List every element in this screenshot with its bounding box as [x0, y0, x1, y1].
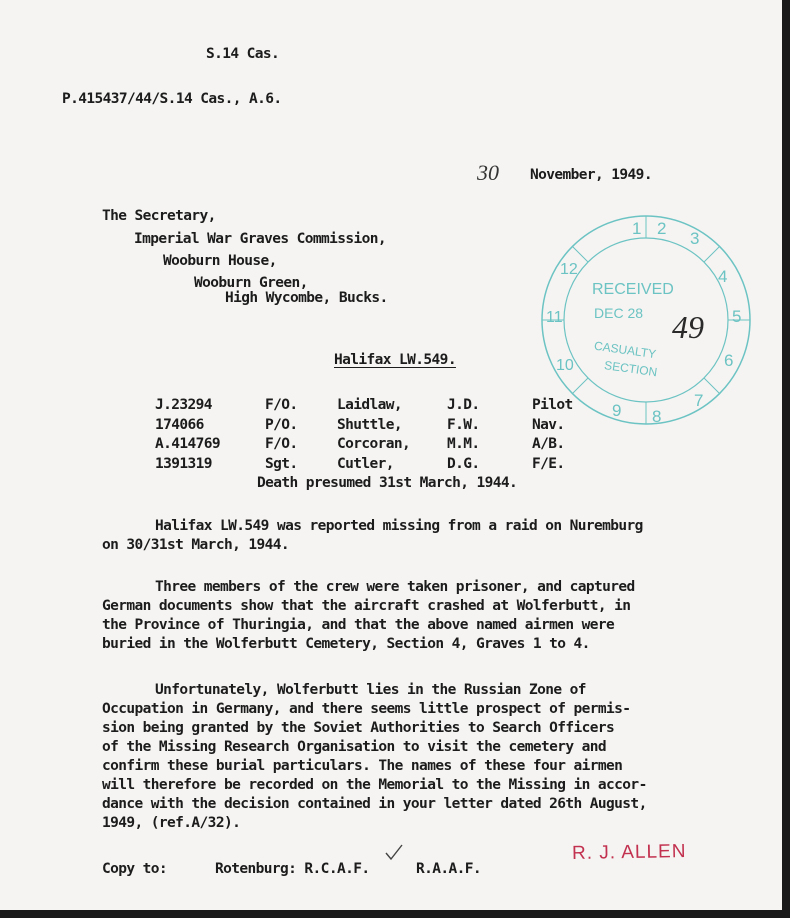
stamp-casualty-label: CASUALTY — [593, 338, 658, 362]
copy-to-label: Copy to: — [102, 861, 168, 877]
letter-date: November, 1949. — [530, 167, 652, 183]
addressee-line-5: High Wycombe, Bucks. — [225, 290, 388, 306]
paragraph-line: will therefore be recorded on the Memorial to the Missing in accor- — [102, 777, 647, 793]
service-number: 174066 — [155, 416, 204, 433]
paragraph-line: Unfortunately, Wolferbutt lies in the Russian Zone of — [155, 682, 586, 698]
surname: Laidlaw, — [337, 397, 403, 413]
file-reference: P.415437/44/S.14 Cas., A.6. — [62, 91, 282, 107]
stamp-number-9: 9 — [612, 401, 622, 420]
paragraph-line: the Province of Thuringia, and that the above named airmen were — [102, 617, 615, 633]
addressee-line-4: Wooburn Green, — [194, 275, 308, 291]
service-number: J.23294 — [155, 397, 212, 413]
paragraph-line: confirm these burial particulars. The names of these four airmen — [102, 758, 623, 774]
stamp-year-handwritten: 49 — [672, 309, 704, 345]
stamp-number-10: 10 — [556, 357, 574, 374]
stamp-number-8: 8 — [652, 407, 662, 426]
paragraph-3 — [102, 681, 647, 833]
stamp-number-12: 12 — [560, 261, 578, 278]
addressee-line-2: Imperial War Graves Commission, — [134, 231, 387, 247]
paragraph-line: buried in the Wolferbutt Cemetery, Section 4, Graves 1 to 4. — [102, 636, 590, 652]
rank: F/O. — [265, 436, 298, 452]
stamp-number-5: 5 — [732, 307, 742, 326]
paragraph-line: sion being granted by the Soviet Authorities to Search Officers — [102, 720, 615, 736]
stamp-date: DEC 28 — [594, 305, 644, 321]
stamp-number-3: 3 — [690, 229, 700, 248]
paragraph-line: Three members of the crew were taken prisoner, and captured — [155, 579, 635, 595]
date-day-handwritten: 30 — [477, 160, 499, 185]
paragraph-line: 1949, (ref.A/32). — [102, 815, 241, 831]
crew-list — [155, 396, 592, 474]
initials: D.G. — [447, 455, 480, 472]
crew-role: Pilot — [532, 397, 573, 413]
addressee-line-1: The Secretary, — [102, 208, 216, 224]
crew-role: F/E. — [532, 455, 565, 472]
stamp-section-label: SECTION — [603, 358, 659, 380]
paragraph-line: on 30/31st March, 1944. — [102, 537, 289, 553]
surname: Cutler, — [337, 455, 394, 472]
initials: F.W. — [447, 416, 480, 433]
paragraph-line: Occupation in Germany, and there seems little prospect of permis- — [102, 701, 631, 717]
tick-mark-icon — [384, 844, 404, 862]
stamp-number-11: 11 — [546, 309, 563, 326]
section-reference: S.14 Cas. — [206, 46, 280, 62]
service-number: A.414769 — [155, 436, 221, 452]
crew-row — [155, 396, 592, 416]
crew-row — [155, 416, 592, 436]
stamp-number-1: 1 — [632, 219, 642, 238]
paragraph-line: German documents show that the aircraft crashed at Wolferbutt, in — [102, 598, 631, 614]
paragraph-2 — [102, 578, 635, 654]
crew-row — [155, 455, 592, 475]
surname: Corcoran, — [337, 436, 411, 452]
rank: P/O. — [265, 416, 298, 433]
crew-role: Nav. — [532, 416, 565, 433]
signature-stamp: R. J. ALLEN — [571, 841, 687, 864]
stamp-number-7: 7 — [694, 391, 704, 410]
rank: F/O. — [265, 397, 298, 413]
stamp-number-4: 4 — [718, 267, 728, 286]
addressee-line-3: Wooburn House, — [163, 253, 277, 269]
paragraph-line: dance with the decision contained in your letter dated 26th August, — [102, 796, 647, 812]
paragraph-1 — [102, 517, 643, 555]
surname: Shuttle, — [337, 416, 403, 433]
copy-to-recipient-raaf: R.A.A.F. — [416, 861, 482, 877]
crew-role: A/B. — [532, 436, 565, 452]
subject-line: Halifax LW.549. — [334, 352, 456, 368]
stamp-received-label: RECEIVED — [592, 281, 674, 298]
stamp-number-6: 6 — [724, 351, 734, 370]
service-number: 1391319 — [155, 455, 212, 472]
crew-row — [155, 435, 592, 455]
rank: Sgt. — [265, 455, 298, 472]
initials: J.D. — [447, 397, 480, 413]
initials: M.M. — [447, 436, 480, 452]
death-presumed-line: Death presumed 31st March, 1944. — [257, 475, 518, 491]
stamp-number-2: 2 — [657, 219, 667, 238]
copy-to-recipients: Rotenburg: R.C.A.F. — [215, 861, 370, 877]
paragraph-line: Halifax LW.549 was reported missing from a raid on Nuremburg — [155, 518, 643, 534]
paragraph-line: of the Missing Research Organisation to visit the cemetery and — [102, 739, 607, 755]
